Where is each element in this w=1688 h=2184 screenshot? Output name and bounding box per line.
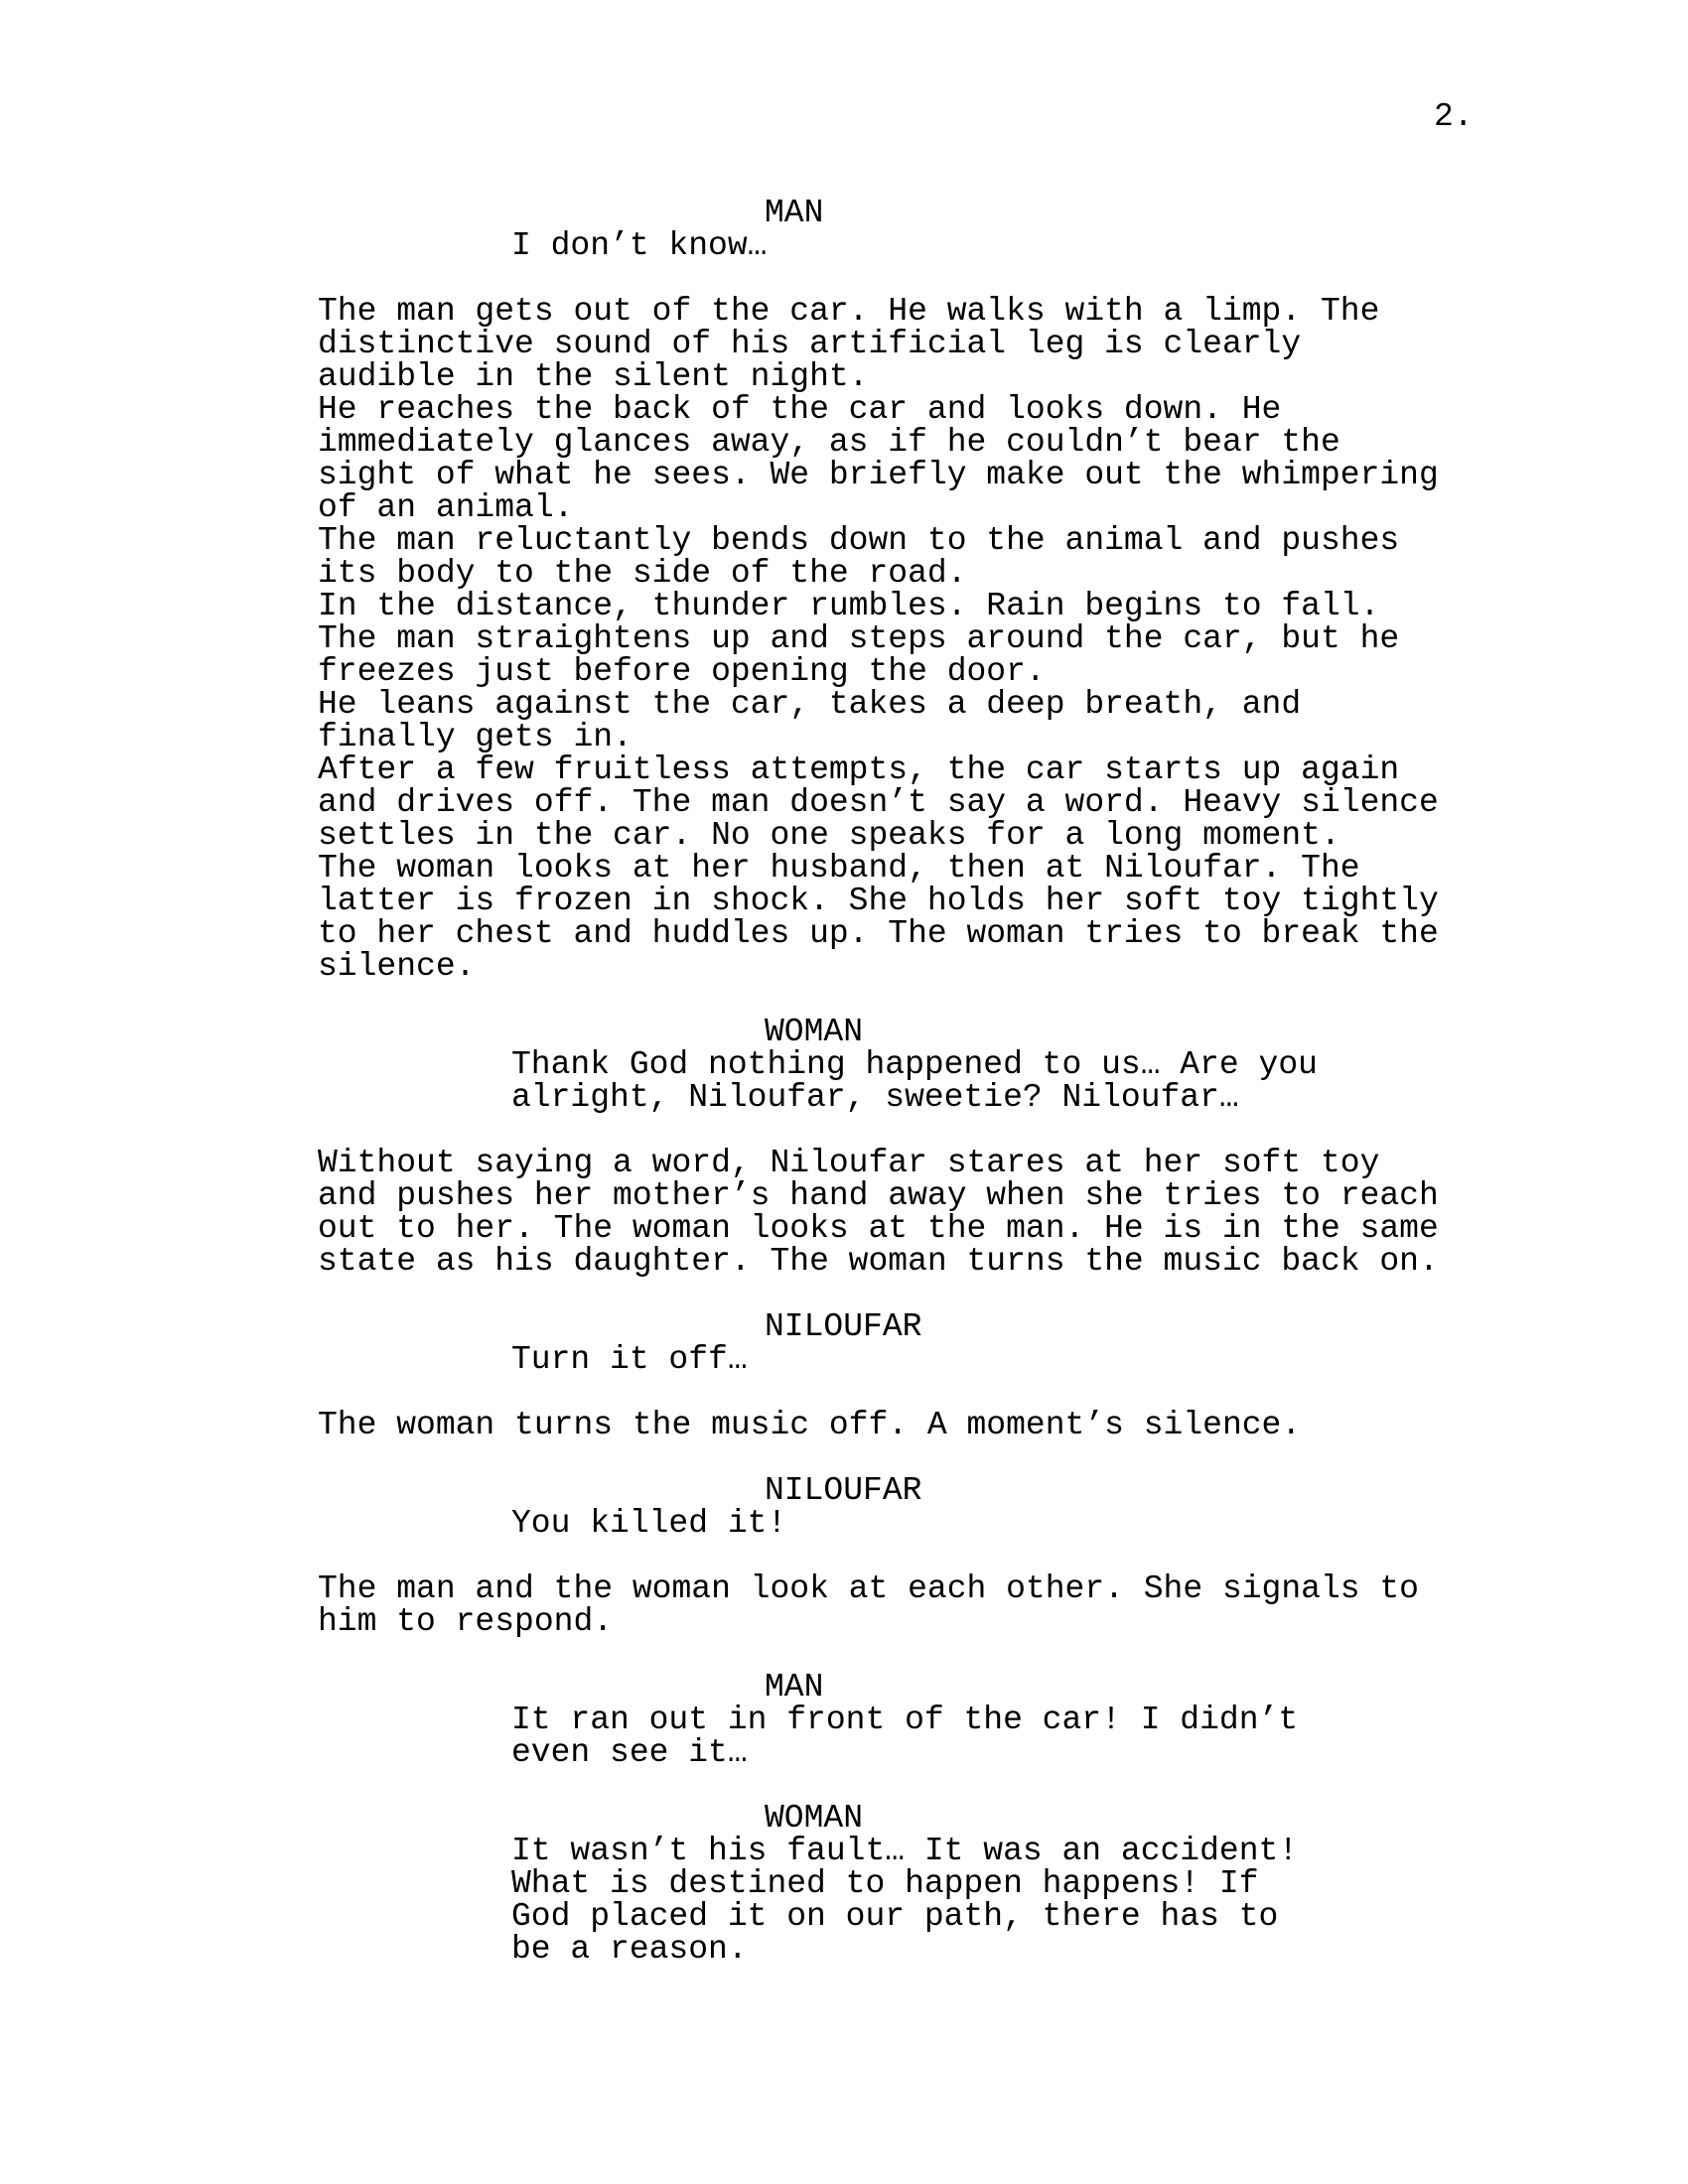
action-line: He leans against the car, takes a deep breath, and bbox=[318, 686, 1302, 723]
action-line: its body to the side of the road. bbox=[318, 555, 967, 592]
dialogue-line: You killed it! bbox=[511, 1505, 787, 1542]
action-line: finally gets in. bbox=[318, 719, 633, 755]
action-line: state as his daughter. The woman turns the music back on. bbox=[318, 1243, 1439, 1280]
action-line: and pushes her mother’s hand away when she tries to reach bbox=[318, 1177, 1439, 1214]
action-line: distinctive sound of his artificial leg is clearly bbox=[318, 326, 1302, 362]
dialogue-line: even see it… bbox=[511, 1734, 748, 1771]
dialogue-line: be a reason. bbox=[511, 1931, 748, 1968]
character-cue: WOMAN bbox=[765, 1800, 864, 1837]
action-line: The man straightens up and steps around the car, but he bbox=[318, 620, 1400, 657]
character-cue: WOMAN bbox=[765, 1014, 864, 1050]
action-line: to her chest and huddles up. The woman tries to break the bbox=[318, 915, 1439, 952]
action-line: The woman looks at her husband, then at Niloufar. The bbox=[318, 850, 1360, 887]
action-line: In the distance, thunder rumbles. Rain begins to fall. bbox=[318, 588, 1380, 624]
dialogue-line: alright, Niloufar, sweetie? Niloufar… bbox=[511, 1079, 1239, 1116]
action-line: immediately glances away, as if he couldn’t bear the bbox=[318, 424, 1340, 461]
dialogue-line: It wasn’t his fault… It was an accident! bbox=[511, 1833, 1299, 1869]
action-line: After a few fruitless attempts, the car starts up again bbox=[318, 751, 1400, 788]
action-line: and drives off. The man doesn’t say a word. Heavy silence bbox=[318, 784, 1439, 821]
action-line: silence. bbox=[318, 948, 476, 985]
action-line: The man gets out of the car. He walks with a limp. The bbox=[318, 293, 1380, 330]
dialogue-line: What is destined to happen happens! If bbox=[511, 1865, 1259, 1902]
page-number: 2. bbox=[1434, 98, 1474, 135]
action-line: Without saying a word, Niloufar stares at her soft toy bbox=[318, 1145, 1380, 1181]
character-cue: MAN bbox=[765, 195, 824, 231]
action-line: settles in the car. No one speaks for a long moment. bbox=[318, 817, 1340, 854]
character-cue: MAN bbox=[765, 1669, 824, 1706]
action-line: him to respond. bbox=[318, 1603, 614, 1640]
action-line: sight of what he sees. We briefly make out the whimpering bbox=[318, 457, 1439, 493]
dialogue-line: Turn it off… bbox=[511, 1341, 748, 1378]
action-line: of an animal. bbox=[318, 489, 574, 526]
action-line: out to her. The woman looks at the man. He is in the same bbox=[318, 1210, 1439, 1247]
action-line: freezes just before opening the door. bbox=[318, 653, 1046, 690]
dialogue-line: God placed it on our path, there has to bbox=[511, 1898, 1279, 1935]
action-line: He reaches the back of the car and looks down. He bbox=[318, 391, 1282, 428]
character-cue: NILOUFAR bbox=[765, 1308, 922, 1345]
dialogue-line: Thank God nothing happened to us… Are you bbox=[511, 1046, 1318, 1083]
action-line: audible in the silent night. bbox=[318, 358, 869, 395]
action-line: The man reluctantly bends down to the animal and pushes bbox=[318, 522, 1400, 559]
dialogue-line: I don’t know… bbox=[511, 227, 768, 264]
character-cue: NILOUFAR bbox=[765, 1472, 922, 1509]
dialogue-line: It ran out in front of the car! I didn’t bbox=[511, 1702, 1299, 1738]
action-line: The woman turns the music off. A moment’s silence. bbox=[318, 1407, 1302, 1443]
action-line: The man and the woman look at each other. She signals to bbox=[318, 1570, 1419, 1607]
action-line: latter is frozen in shock. She holds her soft toy tightly bbox=[318, 883, 1439, 919]
